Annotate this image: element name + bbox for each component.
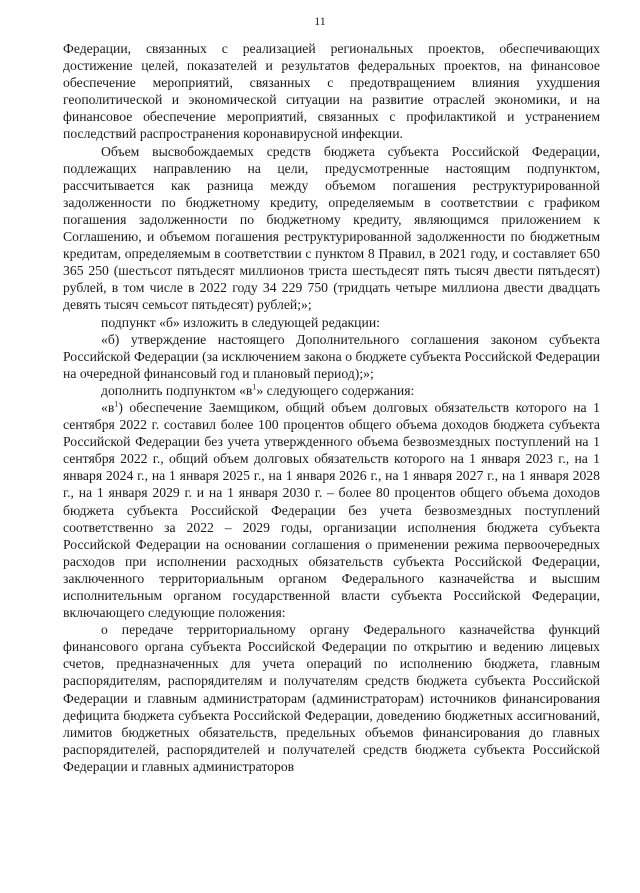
- paragraph-text-after-superscript: » следующего содержания:: [256, 382, 415, 398]
- paragraph-text-after-superscript: ) обеспечение Заемщиком, общий объем долговых обязательств которого на 1 сентября 2022 г. составил более 100 процентов общего объема доходов бюджета субъекта Российской Федерации без учета утвержденного объема безвозмездных поступлений на 1 сентября 2022 г., общий объем долговых обязательств которого на 1 января 2023 г., на 1 января 2024 г., на 1 января 2025 г., на 1 января 2026 г., на 1 января 2027 г., на 1 января 2028 г., на 1 января 2029 г. и на 1 января 2030 г. – более 80 процентов общего объема доходов бюджета субъекта Российской Федерации без учета безвозмездных поступлений соответственно за 2022 – 2029 годы, организации исполнения бюджета субъекта Российской Федерации на основании соглашения о применении режима первоочередных расходов при исполнении расходных обязательств субъекта Российской Федерации, заключенного территориальным органом Федерального казначейства и высшим исполнительным органом государственной власти субъекта Российской Федерации, включающего следующие положения:: [63, 399, 600, 621]
- paragraph-regional-projects: Федерации, связанных с реализацией региональных проектов, обеспечивающих достижение целей, показателей и результатов федеральных проектов, на финансовое обеспечение мероприятий, связанных с предотвращением влияния ухудшения геополитической и экономической ситуации на развитие отраслей экономики, и на финансовое обеспечение мероприятий, связанных с профилактикой и устранением последствий распространения коронавирусной инфекции.: [63, 41, 600, 142]
- paragraph-subpoint-v1-text: [63, 399, 600, 621]
- superscript: 1: [114, 399, 119, 409]
- paragraph-text-before-superscript: «в: [101, 399, 115, 415]
- paragraph-subpoint-b-instruction: подпункт «б» изложить в следующей редакции:: [101, 314, 380, 330]
- page-number: 11: [314, 14, 326, 28]
- paragraph-text-before-superscript: дополнить подпунктом «в: [101, 382, 253, 398]
- paragraph-released-funds-volume: Объем высвобождаемых средств бюджета субъекта Российской Федерации, подлежащих направлению на цели, предусмотренные настоящим подпунктом, рассчитывается как разница между объемом погашения реструктурированной задолженности по бюджетному кредиту, определяемым в соответствии с графиком погашения задолженности по бюджетному кредиту, являющимся приложением к Соглашению, и объемом погашения реструктурированной задолженности по бюджетным кредитам, определяемым в соответствии с пунктом 8 Правил, в 2021 году, и составляет 650 365 250 (шестьсот пятьдесят миллионов триста шестьдесят пять тысяч двести пятьдесят) рублей, в том числе в 2022 году 34 229 750 (тридцать четыре миллиона двести двадцать девять тысяч семьсот пятьдесят) рублей;»;: [63, 143, 600, 313]
- superscript: 1: [252, 382, 257, 392]
- paragraph-add-subpoint-v1-instruction: [63, 382, 600, 399]
- paragraph-treasury-functions: о передаче территориальному органу Федерального казначейства функций финансового органа субъекта Российской Федерации по открытию и ведению лицевых счетов, предназначенных для учета операций по исполнению бюджета, главным распорядителям, распорядителям и получателям средств бюджета субъекта Российской Федерации и главным администраторам (администраторам) источников финансирования дефицита бюджета субъекта Российской Федерации, доведению бюджетных ассигнований, лимитов бюджетных обязательств, предельных объемов финансирования до главных распорядителей, распорядителей и получателей средств бюджета субъекта Российской Федерации и главных администраторов: [63, 622, 600, 774]
- paragraph-subpoint-b-text: «б) утверждение настоящего Дополнительного соглашения законом субъекта Российской Федерации (за исключением закона о бюджете субъекта Российской Федерации на очередной финансовый год и плановый период);»;: [63, 331, 600, 381]
- document-body: [63, 40, 600, 775]
